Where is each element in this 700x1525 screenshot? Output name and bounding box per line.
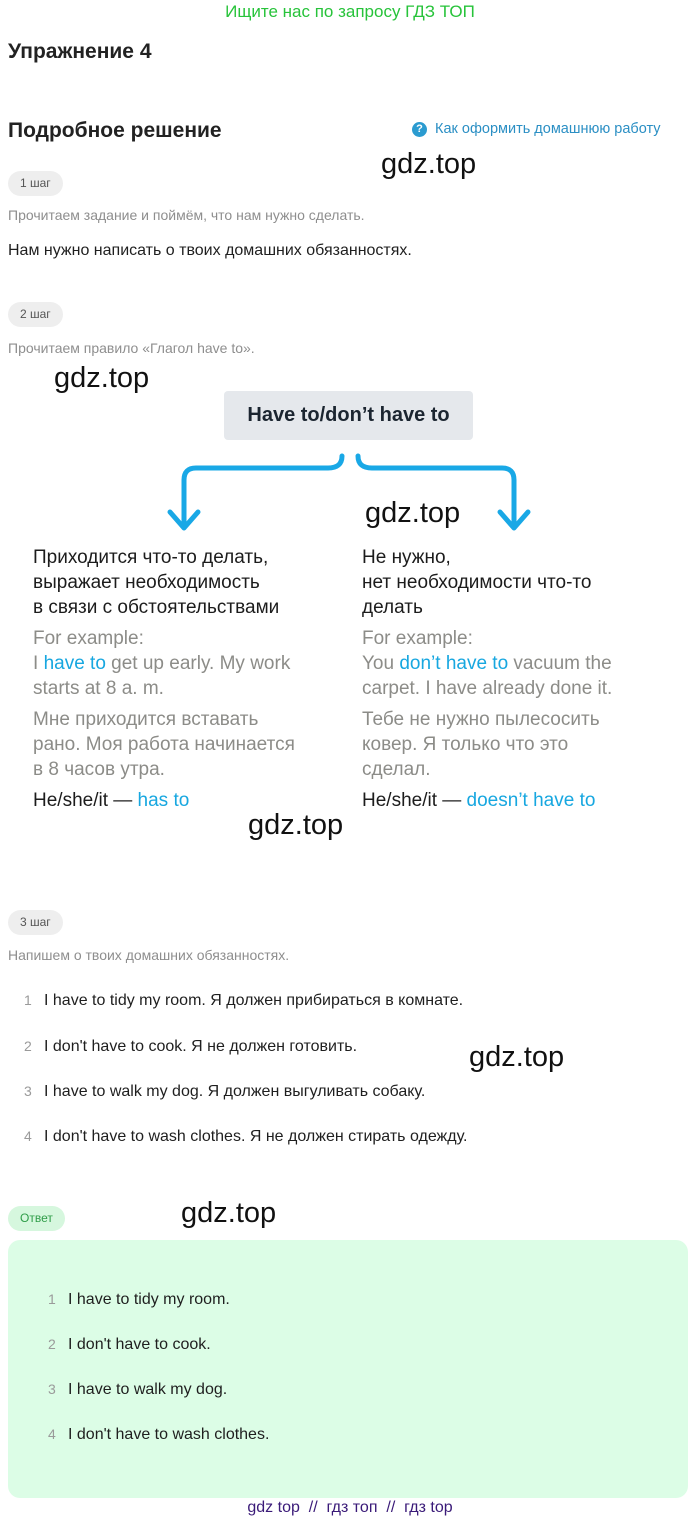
right-meaning: Не нужно, нет необходимости что-то делать (362, 547, 592, 618)
left-meaning: Приходится что-то делать, выражает необходимость в связи с обстоятельствами (33, 547, 280, 618)
step-badge-2: 2 шаг (8, 302, 63, 327)
answer-box (8, 1240, 688, 1498)
step-text-1: Нам нужно написать о твоих домашних обязанностях. (8, 242, 412, 259)
howto-link[interactable] (412, 121, 661, 137)
watermark: gdz.top (54, 362, 150, 394)
list-item: 2 I don't have to cook. Я не должен готовить. (24, 1038, 358, 1055)
right-example: For example: You don’t have to vacuum the carpet. I have already done it. (362, 628, 613, 699)
question-icon: ? (412, 122, 427, 137)
list-item: 1 I have to tidy my room. Я должен прибираться в комнате. (24, 992, 464, 1009)
rule-right-column (362, 545, 692, 819)
watermark: gdz.top (469, 1041, 565, 1073)
howto-label: Как оформить домашнюю работу (435, 121, 661, 137)
section-title: Подробное решение (8, 119, 222, 142)
left-translation: Мне приходится вставать рано. Моя работа начинается в 8 часов утра. (33, 709, 295, 780)
right-form: He/she/it — doesn’t have to (362, 790, 596, 811)
step-badge-3: 3 шаг (8, 910, 63, 935)
step-hint-2: Прочитаем правило «Глагол have to». (8, 340, 255, 356)
list-item: 4 I don't have to wash clothes. Я не должен стирать одежду. (24, 1128, 468, 1145)
footer-links: gdz top // гдз топ // гдз top (247, 1499, 453, 1516)
list-item: 3 I have to walk my dog. Я должен выгуливать собаку. (24, 1083, 426, 1100)
watermark: gdz.top (381, 148, 477, 180)
rule-header: Have to/don’t have to (224, 391, 473, 440)
page-title: Упражнение 4 (8, 40, 152, 63)
watermark: gdz.top (181, 1197, 277, 1229)
step-hint-1: Прочитаем задание и поймём, что нам нужно сделать. (8, 207, 365, 223)
left-form: He/she/it — has to (33, 790, 190, 811)
promo-banner: Ищите нас по запросу ГДЗ ТОП (225, 2, 475, 21)
answer-item: 1 I have to tidy my room. (48, 1291, 230, 1308)
watermark: gdz.top (248, 809, 344, 841)
answer-item: 4 I don't have to wash clothes. (48, 1426, 270, 1443)
step-hint-3: Напишем о твоих домашних обязанностях. (8, 947, 290, 963)
watermark: gdz.top (365, 497, 461, 529)
right-translation: Тебе не нужно пылесосить ковер. Я только что это сделал. (362, 709, 600, 780)
answer-item: 3 I have to walk my dog. (48, 1381, 228, 1398)
answer-item: 2 I don't have to cook. (48, 1336, 211, 1353)
branch-arrows (160, 448, 540, 538)
answer-badge: Ответ (8, 1206, 65, 1231)
rule-left-column (33, 545, 353, 819)
left-example: For example: I have to get up early. My work starts at 8 a. m. (33, 628, 291, 699)
step-badge-1: 1 шаг (8, 171, 63, 196)
